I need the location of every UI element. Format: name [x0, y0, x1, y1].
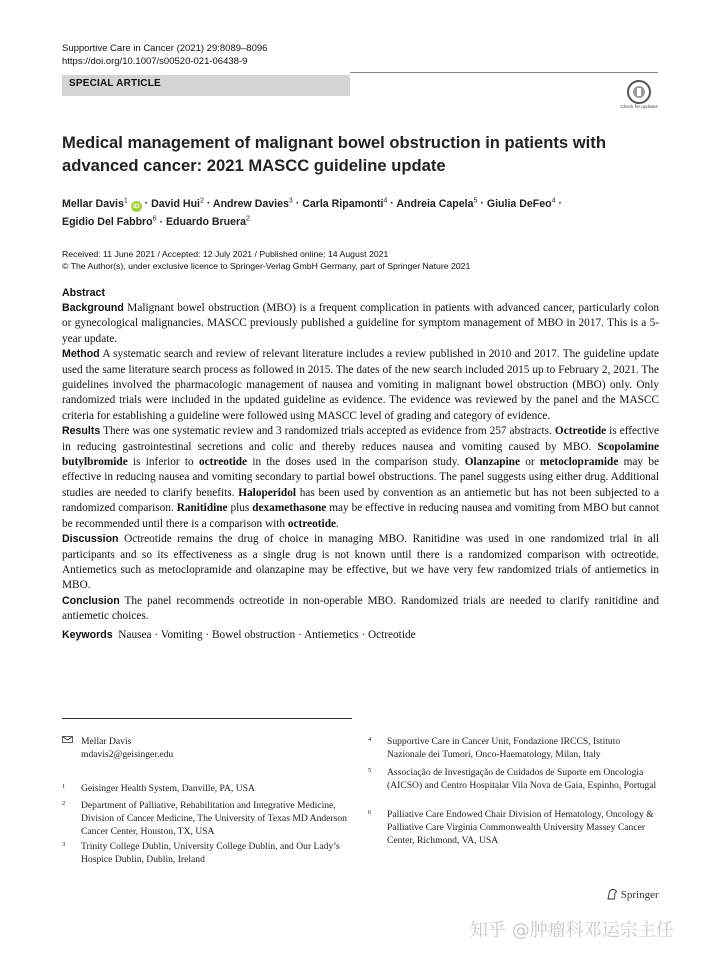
section-label: Method [62, 348, 100, 361]
watermark: 知乎 @肿瘤科邓运宗主任 [470, 920, 674, 941]
author[interactable]: Eduardo Bruera$^2$ [165, 215, 250, 229]
abstract-body [62, 301, 659, 625]
keywords-list: Nausea · Vomiting · Bowel obstruction · Antiemetics · Octreotide [118, 629, 416, 641]
section-label: Discussion [62, 533, 119, 546]
publication-dates [62, 248, 662, 272]
publisher-name: Springer [620, 889, 659, 901]
abstract-background: Background Malignant bowel obstruction (MBO) is a frequent complication in patients with advanced cancer, particularly colon or gynecological malignancies. MASCC previously published a guideline for symptom management of MBO in 2017. This is a 5-year update. [62, 302, 659, 345]
affiliation: 2 Department of Palliative, Rehabilitation and Integrative Medicine, Division of Cancer Medicine, The University of Texas MD Anderson Cancer Center, Houston, TX, USA [62, 800, 347, 837]
section-label: Conclusion [62, 594, 120, 607]
section-label: Background [62, 302, 124, 314]
copyright-line: © The Author(s), under exclusive licence to Springer-Verlag GmbH Germany, part of Springer Nature 2021 [62, 261, 471, 271]
abstract-heading: Abstract [62, 287, 105, 299]
keywords-label: Keywords [62, 629, 113, 641]
abstract-results: Results There was one systematic review and 3 randomized trials accepted as evidence from 257 abstracts. Octreotide is effective in reducing gastrointestinal secretions and colic and thereby reduces nausea and vomiting caused by MBO. Scopolamine butylbromide is inferior to octreotide in the doses used in the comparison study. Olanzapine or metoclopramide may be effective in reducing nausea and vomiting secondary to partial bowel obstructions. The panel suggests using either drug. Additional studies are needed to clarify benefits. Haloperidol has been used by convention as an antiemetic but has not been subjected to a randomized comparison. Ranitidine plus dexamethasone may be effective in reducing nausea and vomiting from MBO but cannot be recommended until there is a comparison with octreotide. [62, 425, 660, 530]
author[interactable]: Andrew Davies$^3$ [212, 197, 293, 210]
abstract-conclusion: Conclusion The panel recommends octreotide in non-operable MBO. Randomized trials are needed to clarify ranitidine and antiemetic choices. [62, 594, 660, 623]
footnote-rule [62, 718, 352, 719]
author-list: Mellar Davis$^1$ iD · David Hui$^2$ · Andrew Davies$^3$ · Carla Ripamonti$^4$ · Andreia Capela$^5$ · Giulia DeFeo$^4$ · Egidio Del Fabbro$^6$ · Eduardo Bruera$^2$ [62, 197, 562, 229]
orcid-icon[interactable]: iD [131, 201, 142, 212]
header-rule [350, 72, 658, 73]
journal-citation: Supportive Care in Cancer (2021) 29:8089–8096 [62, 43, 268, 54]
author[interactable]: Mellar Davis$^1$ [62, 197, 128, 210]
author[interactable]: Andreia Capela$^5$ [396, 197, 478, 210]
affiliation: 4 Supportive Care in Cancer Unit, Fondazione IRCCS, Istituto Nazionale dei Tumori, Onco-Haematology, Milan, Italy [368, 736, 621, 760]
section-label: Results [62, 425, 101, 438]
affiliation: 1 Geisinger Health System, Danville, PA, USA [62, 783, 255, 794]
affiliation: 6 Palliative Care Endowed Chair Division of Hematology, Oncology & Palliative Care Virginia Commonwealth University Massey Cancer Center, Richmond, VA, USA [368, 809, 654, 846]
check-updates-label: Check for updates [620, 104, 658, 109]
author[interactable]: Giulia DeFeo$^4$ [486, 197, 556, 210]
received-accepted-published: Received: 11 June 2021 / Accepted: 12 July 2021 / Published online: 14 August 2021 [62, 249, 389, 259]
email-link[interactable]: mdavis2@geisinger.edu [81, 749, 174, 760]
check-for-updates-badge[interactable] [620, 78, 658, 116]
envelope-icon [62, 736, 73, 743]
article-type-bar [62, 75, 350, 96]
publisher-logo [606, 888, 659, 901]
doi-link[interactable]: https://doi.org/10.1007/s00520-021-06438-9 [62, 56, 248, 67]
author[interactable]: Egidio Del Fabbro$^6$ [62, 215, 157, 229]
keywords [62, 628, 659, 643]
abstract-discussion: Discussion Octreotide remains the drug of choice in managing MBO. Ranitidine was used in one randomized trial in all participants and so its effectiveness as a single drug is not known until there is a randomized comparison with octreotide. Antiemetics such as metoclopramide and olanzapine may be effective, but we have very few randomized trials of antiemetics in MBO. [62, 533, 659, 592]
springer-horse-icon [606, 888, 618, 900]
abstract-method: Method A systematic search and review of relevant literature includes a review published in 2010 and 2017. The guideline update used the same literature search process as followed in 2015. The dates of the new search included 2015 up to February 2, 2021. The guidelines involved the pharmacologic management of nausea and vomiting in malignant bowel obstruction (MBO) only. Only randomized trials were included in the updated guideline as evidence. The evidence was reviewed by the panel and the MASCC criteria for establishing a guideline were followed using MASCC level of grading and category of evidence. [62, 348, 660, 422]
author[interactable]: Carla Ripamonti$^4$ [302, 197, 388, 210]
article-title: Medical management of malignant bowel obstruction in patients with advanced cancer: 2021 MASCC guideline update [62, 133, 606, 175]
affiliation: 3 Trinity College Dublin, University College Dublin, and Our Lady’s Hospice Dublin, Dublin, Ireland [62, 841, 340, 865]
author[interactable]: David Hui$^2$ [151, 197, 204, 210]
article-type: SPECIAL ARTICLE [69, 78, 161, 89]
affiliation: 5 Associação de Investigação de Cuidados de Suporte em Oncologia (AICSO) and Centro Hospitalar Vila Nova de Gaia, Espinho, Portugal [368, 767, 657, 791]
corresponding-author: Mellar Davis [81, 736, 132, 747]
check-updates-icon [620, 78, 658, 116]
correspondence [62, 735, 352, 761]
journal-header [62, 42, 267, 68]
